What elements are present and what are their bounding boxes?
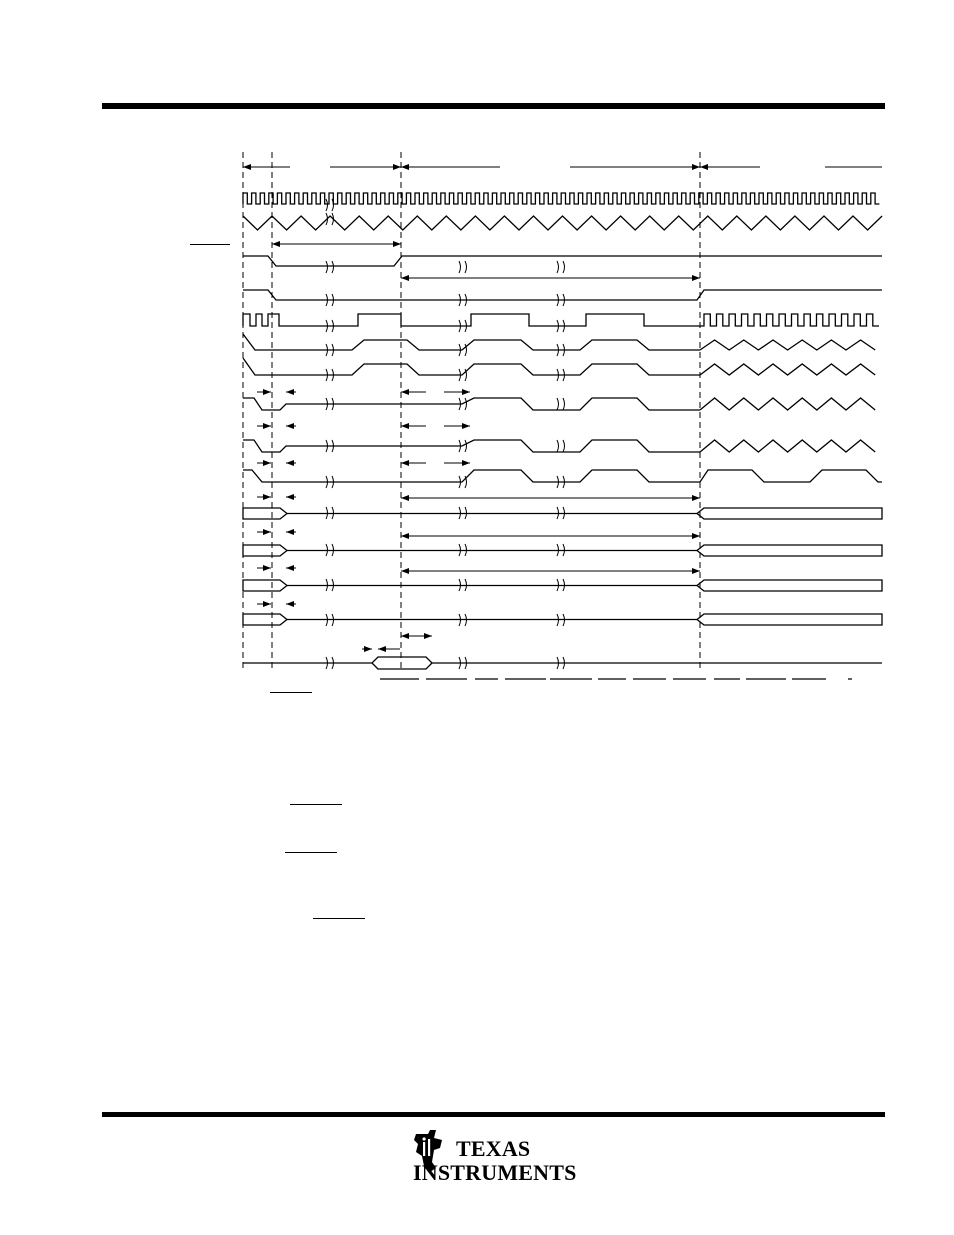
signal-waveforms bbox=[243, 193, 882, 679]
overline-mark bbox=[270, 692, 312, 693]
fast-clock-waveform bbox=[243, 193, 879, 204]
overline-mark bbox=[285, 852, 337, 853]
logo-line-1: TEXAS bbox=[456, 1136, 531, 1161]
break-mark bbox=[459, 261, 467, 273]
reference-dashed-lines bbox=[243, 152, 700, 668]
logo-line-2: INSTRUMENTS bbox=[413, 1160, 577, 1185]
bus-row-12-right-bus bbox=[697, 545, 882, 556]
signal-row-10 bbox=[243, 470, 882, 482]
bus-row-14-right-bus bbox=[697, 614, 882, 625]
overline-mark bbox=[290, 804, 342, 805]
signal-row-6 bbox=[243, 334, 700, 350]
break-mark bbox=[557, 398, 565, 410]
ti-logo-wordmark bbox=[413, 1136, 577, 1185]
break-marks bbox=[326, 199, 565, 669]
signal-row-15-pulse bbox=[372, 663, 432, 669]
signal-row-3 bbox=[243, 256, 882, 266]
signal-row-6-fast bbox=[700, 340, 875, 350]
break-mark bbox=[326, 261, 334, 273]
break-mark bbox=[326, 199, 334, 211]
slow-clock-waveform bbox=[243, 216, 882, 230]
signal-row-8 bbox=[243, 398, 700, 410]
break-mark bbox=[557, 440, 565, 452]
bus-row-13-right-bus bbox=[697, 580, 882, 591]
bus-row-14-left-bus bbox=[243, 614, 287, 625]
overline-mark bbox=[313, 918, 365, 919]
signal-row-7 bbox=[243, 358, 700, 375]
bus-row-12-left-bus bbox=[243, 545, 287, 556]
bus-row-13-left-bus bbox=[243, 580, 287, 591]
bus-row-11-left-bus bbox=[243, 508, 287, 519]
overline-mark bbox=[190, 244, 230, 245]
signal-row-7-fast bbox=[700, 364, 875, 375]
square-clock-waveform bbox=[243, 314, 879, 326]
signal-row-9-fast bbox=[700, 440, 875, 452]
break-mark bbox=[557, 261, 565, 273]
footer-rule bbox=[102, 1112, 885, 1117]
bus-row-11-right-bus bbox=[697, 508, 882, 519]
signal-row-8-fast bbox=[700, 398, 875, 410]
signal-row-4 bbox=[243, 290, 882, 300]
signal-row-15 bbox=[243, 657, 882, 663]
signal-row-9 bbox=[243, 440, 700, 452]
